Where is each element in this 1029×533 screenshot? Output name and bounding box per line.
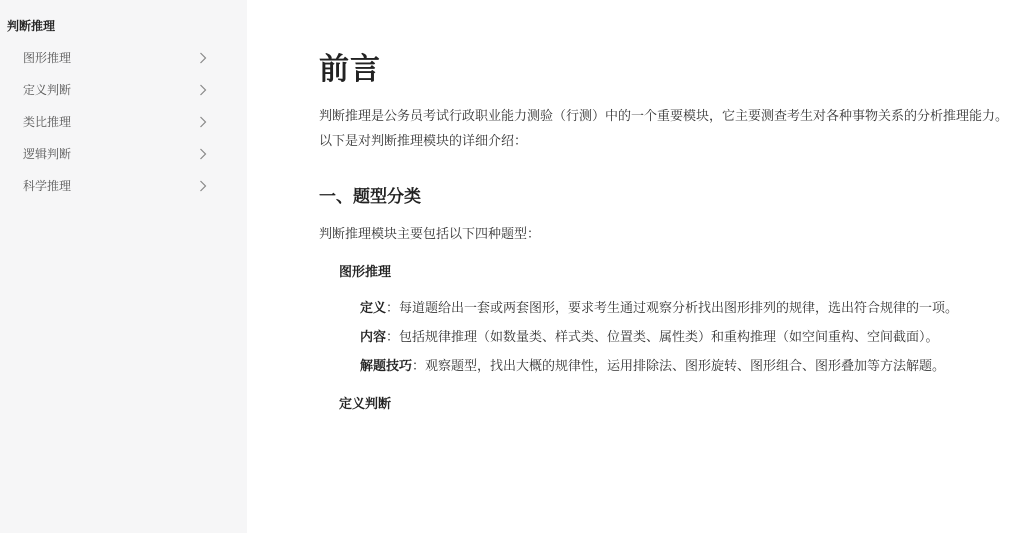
sidebar: [0, 0, 247, 533]
main-content: [247, 0, 1029, 533]
item-text: ：观察题型，找出大概的规律性，运用排除法、图形旋转、图形组合、图形叠加等方法解题。: [412, 359, 946, 374]
definition-item: [360, 298, 1019, 319]
chevron-right-icon[interactable]: [196, 138, 210, 170]
sidebar-item-label: 类比推理: [23, 115, 72, 129]
section-heading: 一、题型分类: [319, 187, 421, 207]
sidebar-item-analogy-reasoning[interactable]: [0, 106, 247, 138]
sidebar-item-label: 图形推理: [23, 51, 72, 65]
sidebar-item-label: 科学推理: [23, 179, 72, 193]
chevron-right-icon[interactable]: [196, 42, 210, 74]
item-key: 定义: [360, 301, 387, 316]
section-lead: 判断推理模块主要包括以下四种题型：: [319, 227, 541, 242]
chevron-right-icon[interactable]: [196, 170, 210, 202]
item-key: 解题技巧: [360, 359, 413, 374]
technique-item: [360, 356, 1019, 377]
sidebar-item-label: 定义判断: [23, 83, 72, 97]
sidebar-item-label: 逻辑判断: [23, 147, 72, 161]
intro-paragraph: 判断推理是公务员考试行政职业能力测验（行测）中的一个重要模块，它主要测查考生对各种事物关系的分析推理能力。以下是对判断推理模块的详细介绍：: [319, 109, 1009, 149]
sidebar-title[interactable]: 判断推理: [7, 19, 56, 33]
subsection-heading: 图形推理: [339, 265, 392, 280]
sidebar-item-definition-judgment[interactable]: [0, 74, 247, 106]
content-item: [360, 327, 1019, 348]
article: [319, 50, 1019, 415]
item-text: ：每道题给出一套或两套图形，要求考生通过观察分析找出图形排列的规律，选出符合规律的一项。: [386, 301, 959, 316]
subsection-heading: 定义判断: [339, 397, 392, 412]
sidebar-item-logic-judgment[interactable]: [0, 138, 247, 170]
sidebar-item-graphic-reasoning[interactable]: [0, 42, 247, 74]
page-title: 前言: [319, 52, 381, 87]
chevron-right-icon[interactable]: [196, 106, 210, 138]
sidebar-item-science-reasoning[interactable]: [0, 170, 247, 202]
chevron-right-icon[interactable]: [196, 74, 210, 106]
item-text: ：包括规律推理（如数量类、样式类、位置类、属性类）和重构推理（如空间重构、空间截面）。: [386, 330, 939, 345]
item-key: 内容: [360, 330, 387, 345]
